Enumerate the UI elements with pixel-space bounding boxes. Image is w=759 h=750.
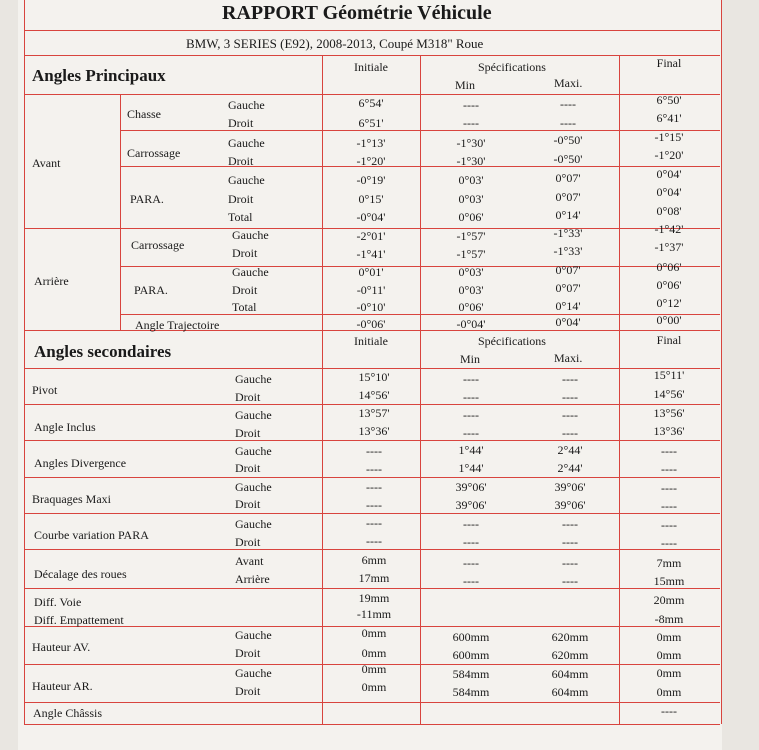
side-label: Droit xyxy=(232,283,258,297)
side-label: Droit xyxy=(235,535,261,549)
side-label: Total xyxy=(228,210,253,224)
secondary-initial: 0mm xyxy=(361,662,387,676)
rule xyxy=(24,30,720,31)
side-label: Droit xyxy=(228,116,254,130)
principal-initial: -0°11' xyxy=(356,283,386,297)
secondary-final: 0mm xyxy=(656,648,682,662)
rule xyxy=(24,513,720,514)
rule xyxy=(120,94,121,330)
label-braquages-maxi: Braquages Maxi xyxy=(32,492,111,506)
col-final: Final xyxy=(656,333,682,347)
secondary-initial: ---- xyxy=(366,534,382,548)
side-label: Droit xyxy=(235,646,261,660)
secondary-min: ---- xyxy=(463,535,479,549)
secondary-final: 7mm xyxy=(656,556,682,570)
col-maxi: Maxi. xyxy=(554,351,583,365)
secondary-max: ---- xyxy=(562,535,578,549)
principal-min: 0°03' xyxy=(458,283,484,297)
secondary-initial: 0mm xyxy=(361,680,387,694)
principal-max: 0°07' xyxy=(555,263,581,277)
secondary-final: ---- xyxy=(661,704,677,718)
principal-max: 0°07' xyxy=(555,190,581,204)
side-label: Gauche xyxy=(228,136,265,150)
principal-final: -1°20' xyxy=(654,148,684,162)
secondary-initial: 0mm xyxy=(361,626,387,640)
secondary-final: ---- xyxy=(661,444,677,458)
side-label: Gauche xyxy=(232,265,269,279)
secondary-min: 600mm xyxy=(452,630,490,644)
secondary-min: 600mm xyxy=(452,648,490,662)
secondary-max: ---- xyxy=(562,372,578,386)
principal-final: 0°04' xyxy=(656,167,682,181)
principal-min: 0°06' xyxy=(458,210,484,224)
principal-final: 6°41' xyxy=(656,111,682,125)
secondary-final: 14°56' xyxy=(653,387,685,401)
principal-final: -1°15' xyxy=(654,130,684,144)
rule xyxy=(24,477,720,478)
principal-min: ---- xyxy=(463,98,479,112)
secondary-initial: ---- xyxy=(366,444,382,458)
principal-max: 0°14' xyxy=(555,208,581,222)
secondary-min: 1°44' xyxy=(458,461,484,475)
secondary-initial: 0mm xyxy=(361,646,387,660)
principal-initial: -0°04' xyxy=(356,210,386,224)
col-spec: Spécifications xyxy=(478,334,546,348)
principal-min: -1°57' xyxy=(456,247,486,261)
side-label: Droit xyxy=(235,426,261,440)
principal-max: 0°14' xyxy=(555,299,581,313)
rule xyxy=(24,549,720,550)
secondary-min: 1°44' xyxy=(458,443,484,457)
secondary-min: ---- xyxy=(463,517,479,531)
label-pivot: Pivot xyxy=(32,383,58,397)
label-hauteur-av: Hauteur AV. xyxy=(32,640,91,654)
rule xyxy=(24,588,720,589)
principal-final: 0°12' xyxy=(656,296,682,310)
principal-heading: Angles Principaux xyxy=(32,66,166,85)
secondary-max: ---- xyxy=(562,426,578,440)
secondary-final: ---- xyxy=(661,499,677,513)
principal-min: -1°30' xyxy=(456,136,486,150)
label-chasse: Chasse xyxy=(127,107,161,121)
secondary-max: ---- xyxy=(562,408,578,422)
principal-initial: -0°06' xyxy=(356,317,386,331)
side-label: Gauche xyxy=(228,98,265,112)
side-label: Droit xyxy=(228,192,254,206)
principal-max: 0°04' xyxy=(555,315,581,329)
side-label: Droit xyxy=(235,497,261,511)
side-label: Gauche xyxy=(235,408,272,422)
side-label: Gauche xyxy=(232,228,269,242)
principal-initial: -0°10' xyxy=(356,300,386,314)
secondary-initial: ---- xyxy=(366,498,382,512)
principal-final: 0°00' xyxy=(656,313,682,327)
secondary-final: 13°56' xyxy=(653,406,685,420)
principal-min: -0°04' xyxy=(456,317,486,331)
secondary-initial: 14°56' xyxy=(358,388,390,402)
group-avant: Avant xyxy=(32,156,61,170)
secondary-min: ---- xyxy=(463,390,479,404)
secondary-initial: 13°36' xyxy=(358,424,390,438)
principal-max: ---- xyxy=(560,97,576,111)
side-label: Total xyxy=(232,300,257,314)
principal-initial: -1°13' xyxy=(356,136,386,150)
col-min: Min xyxy=(455,78,476,92)
secondary-final: ---- xyxy=(661,481,677,495)
side-label: Gauche xyxy=(235,666,272,680)
principal-initial: -2°01' xyxy=(356,229,386,243)
label-hauteur-ar: Hauteur AR. xyxy=(32,679,93,693)
label-angle-trajectoire: Angle Trajectoire xyxy=(135,318,220,332)
secondary-min: 39°06' xyxy=(455,480,487,494)
secondary-final: 0mm xyxy=(656,685,682,699)
secondary-initial: 17mm xyxy=(358,571,390,585)
secondary-min: ---- xyxy=(463,426,479,440)
secondary-final: -8mm xyxy=(654,612,684,626)
principal-initial: -0°19' xyxy=(356,173,386,187)
rule xyxy=(24,404,720,405)
secondary-initial: ---- xyxy=(366,516,382,530)
col-initial: Initiale xyxy=(354,60,388,74)
secondary-max: 39°06' xyxy=(554,480,586,494)
principal-final: 0°06' xyxy=(656,260,682,274)
principal-min: 0°06' xyxy=(458,300,484,314)
principal-initial: 6°51' xyxy=(358,116,384,130)
secondary-final: 15mm xyxy=(653,574,685,588)
secondary-max: 604mm xyxy=(551,685,589,699)
principal-min: -1°30' xyxy=(456,154,486,168)
principal-min: 0°03' xyxy=(458,265,484,279)
secondary-max: ---- xyxy=(562,517,578,531)
secondary-min: ---- xyxy=(463,372,479,386)
label-diff-voie: Diff. Voie xyxy=(34,595,82,609)
secondary-final: 0mm xyxy=(656,666,682,680)
secondary-final: ---- xyxy=(661,462,677,476)
secondary-final: ---- xyxy=(661,518,677,532)
col-maxi: Maxi. xyxy=(554,76,583,90)
side-label: Avant xyxy=(235,554,264,568)
side-label: Gauche xyxy=(235,628,272,642)
principal-final: 6°50' xyxy=(656,93,682,107)
col-initial: Initiale xyxy=(354,334,388,348)
report-title: RAPPORT Géométrie Véhicule xyxy=(222,2,492,24)
rule xyxy=(24,94,720,95)
side-label: Arrière xyxy=(235,572,270,586)
principal-final: 0°04' xyxy=(656,185,682,199)
label-decalage: Décalage des roues xyxy=(34,567,127,581)
secondary-final: ---- xyxy=(661,536,677,550)
rule xyxy=(24,440,720,441)
secondary-initial: ---- xyxy=(366,480,382,494)
principal-min: -1°57' xyxy=(456,229,486,243)
secondary-min: 39°06' xyxy=(455,498,487,512)
label-para: PARA. xyxy=(130,192,164,206)
col-min: Min xyxy=(460,352,481,366)
principal-max: -0°50' xyxy=(553,133,583,147)
rule xyxy=(24,702,720,703)
principal-min: 0°03' xyxy=(458,173,484,187)
side-label: Gauche xyxy=(235,517,272,531)
label-carrossage: Carrossage xyxy=(127,146,181,160)
label-angle-chassis: Angle Châssis xyxy=(33,706,102,720)
side-label: Droit xyxy=(235,461,261,475)
principal-min: ---- xyxy=(463,116,479,130)
label-diff-empattement: Diff. Empattement xyxy=(34,613,124,627)
secondary-final: 13°36' xyxy=(653,424,685,438)
principal-final: 0°06' xyxy=(656,278,682,292)
secondary-max: 2°44' xyxy=(557,461,583,475)
label-angles-divergence: Angles Divergence xyxy=(34,456,127,470)
secondary-min: ---- xyxy=(463,408,479,422)
principal-final: 0°08' xyxy=(656,204,682,218)
label-para-ar: PARA. xyxy=(134,283,168,297)
label-courbe-para: Courbe variation PARA xyxy=(34,528,149,542)
secondary-max: 620mm xyxy=(551,648,589,662)
group-arriere: Arrière xyxy=(34,274,69,288)
secondary-max: ---- xyxy=(562,574,578,588)
secondary-final: 15°11' xyxy=(653,368,685,382)
principal-max: 0°07' xyxy=(555,171,581,185)
principal-initial: 0°01' xyxy=(358,265,384,279)
principal-max: 0°07' xyxy=(555,281,581,295)
col-final: Final xyxy=(656,56,682,70)
vehicle-subtitle: BMW, 3 SERIES (E92), 2008-2013, Coupé M318" Roue xyxy=(186,36,484,51)
side-label: Gauche xyxy=(228,173,265,187)
secondary-initial: ---- xyxy=(366,462,382,476)
principal-max: ---- xyxy=(560,116,576,130)
secondary-max: 620mm xyxy=(551,630,589,644)
secondary-initial: 13°57' xyxy=(358,406,390,420)
principal-final: -1°37' xyxy=(654,240,684,254)
principal-max: -0°50' xyxy=(553,152,583,166)
principal-initial: -1°20' xyxy=(356,154,386,168)
secondary-final: 0mm xyxy=(656,630,682,644)
secondary-final: 20mm xyxy=(653,593,685,607)
secondary-initial: 6mm xyxy=(361,553,387,567)
secondary-initial: 19mm xyxy=(358,591,390,605)
side-label: Droit xyxy=(228,154,254,168)
rule xyxy=(24,368,720,369)
secondary-max: ---- xyxy=(562,556,578,570)
principal-max: -1°33' xyxy=(553,226,583,240)
label-angle-inclus: Angle Inclus xyxy=(34,420,96,434)
side-label: Droit xyxy=(235,684,261,698)
secondary-initial: 15°10' xyxy=(358,370,390,384)
col-spec: Spécifications xyxy=(478,60,546,74)
secondary-min: ---- xyxy=(463,574,479,588)
secondary-max: ---- xyxy=(562,390,578,404)
principal-initial: 6°54' xyxy=(358,96,384,110)
secondary-min: 584mm xyxy=(452,667,490,681)
side-label: Gauche xyxy=(235,444,272,458)
rule xyxy=(24,724,720,725)
secondary-min: 584mm xyxy=(452,685,490,699)
rule xyxy=(24,55,720,56)
principal-initial: -1°41' xyxy=(356,247,386,261)
secondary-max: 2°44' xyxy=(557,443,583,457)
side-label: Droit xyxy=(235,390,261,404)
principal-max: -1°33' xyxy=(553,244,583,258)
principal-min: 0°03' xyxy=(458,192,484,206)
label-carrossage-ar: Carrossage xyxy=(131,238,185,252)
side-label: Gauche xyxy=(235,372,272,386)
principal-final: -1°42' xyxy=(654,222,684,236)
principal-initial: 0°15' xyxy=(358,192,384,206)
secondary-max: 39°06' xyxy=(554,498,586,512)
secondary-max: 604mm xyxy=(551,667,589,681)
secondary-min: ---- xyxy=(463,556,479,570)
side-label: Gauche xyxy=(235,480,272,494)
secondary-heading: Angles secondaires xyxy=(34,342,172,361)
side-label: Droit xyxy=(232,246,258,260)
secondary-initial: -11mm xyxy=(356,607,392,621)
